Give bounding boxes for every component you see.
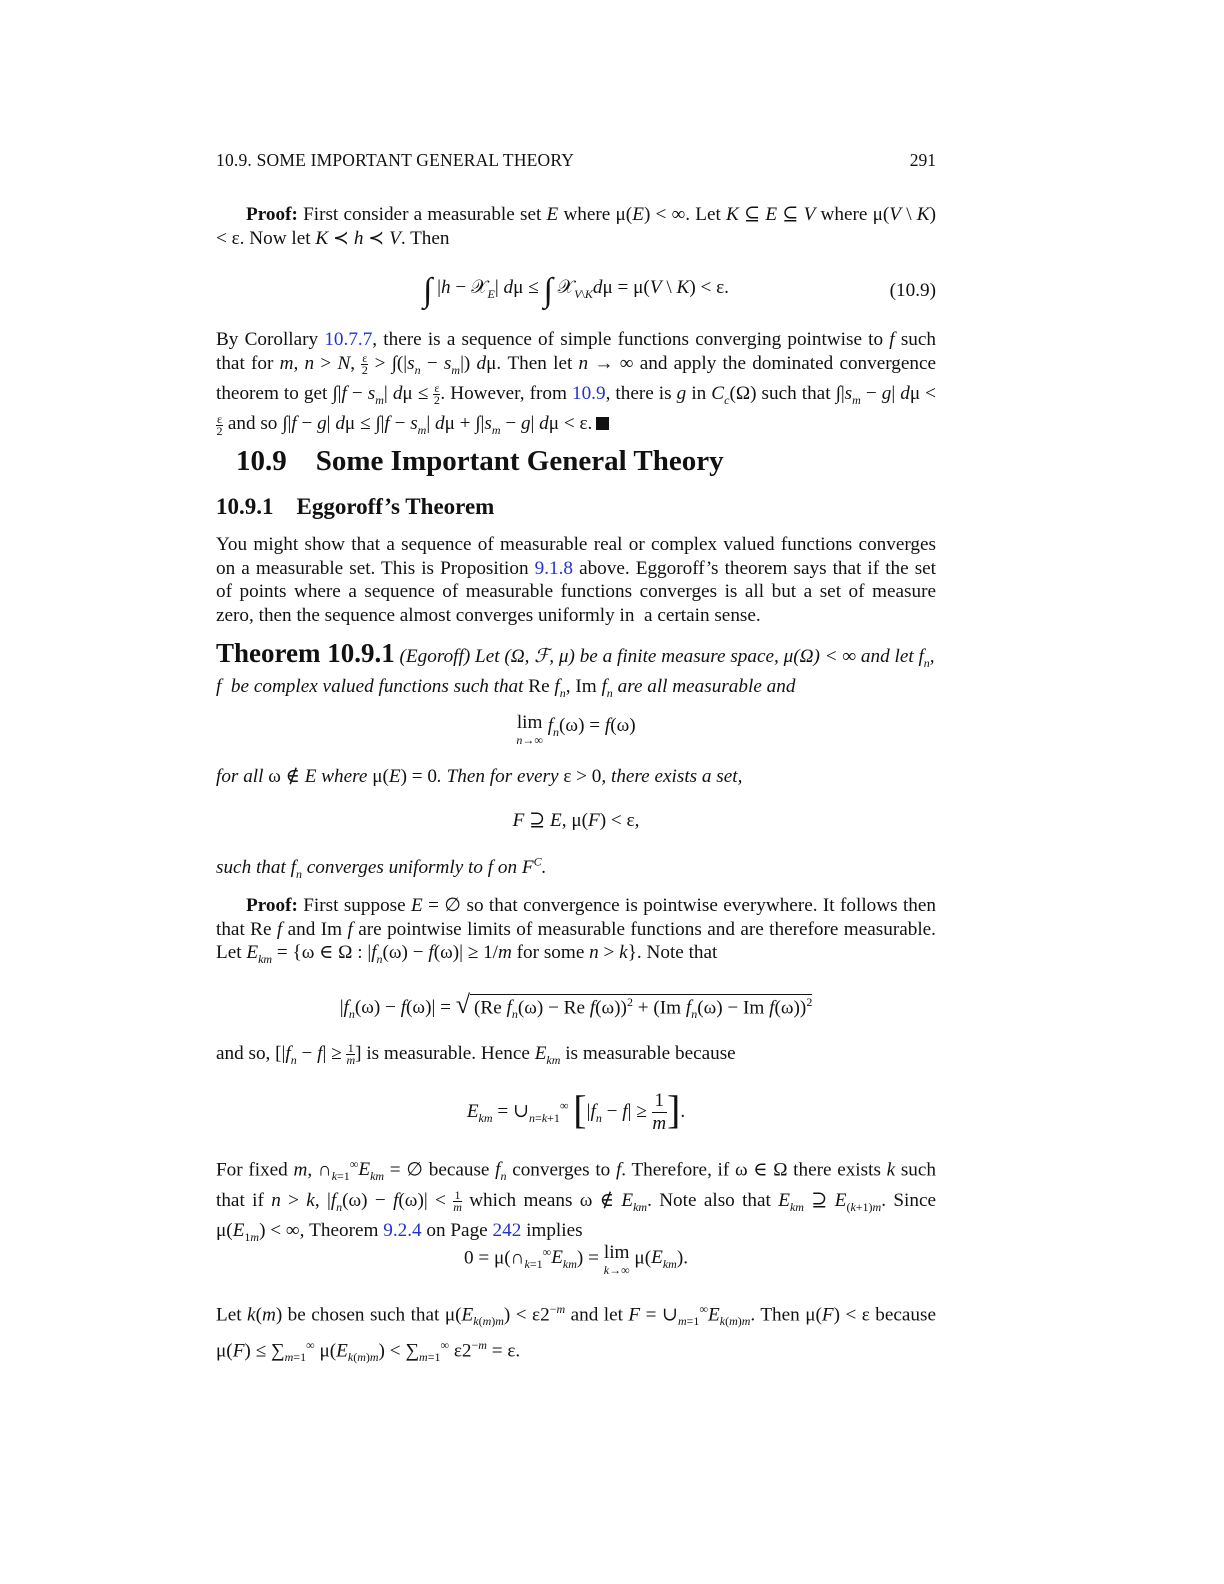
- proof-paragraph-2: By Corollary 10.7.7, there is a sequence of simple functions converging pointwise to f such that for m, n > N, $\frac{\varepsilon}{2}$ > $\int(|s_n - s_m|)$ dμ. Then let n → ∞ and apply the dominated convergence theorem to get $\int|f - s_m|$ dμ ≤ $\frac{\varepsilon}{2}$ . However, from 10.9, there is g in $C_c(\Omega)$ such that $\int|s_m - g|$ dμ < $\frac{\varepsilon}{2}$ and so ∫|f − g| $d\mu \le \int|f - s_m|$ $d\mu + \int|s_m - g|$ dμ < ε.: [216, 329, 937, 438]
- proof-paragraph-1: Proof: First consider a measurable set E where μ(E) < ∞. Let K ⊆ E ⊆ V where μ(V \ K) < ε. Now let K ≺ h ≺ V. Then: [216, 204, 936, 249]
- subsection-heading: 10.9.1 Eggoroff’s Theorem: [216, 494, 495, 519]
- theorem-label: Theorem 10.9.1: [216, 638, 395, 668]
- running-head: [216, 150, 936, 174]
- limit-measure-equation: $0 = \mu(\cap_{k=1}^\infty E_{km}) = \lim$ k→∞ $\mu(E_{km})$.: [463, 1242, 689, 1277]
- page-number: 291: [909, 150, 936, 170]
- set-equation: F ⊇ E, μ(F) < ε,: [512, 810, 640, 831]
- intro-paragraph: You might show that a sequence of measurable real or complex valued functions converges on a measurable set. This is Proposition 9.1.8 above. Eggoroff’s theorem says that if the set of points where a sequence of measurable functions converges is all but a set of measure zero, then the sequence almost converges uniformly in a certain sense.: [216, 534, 937, 626]
- corollary-link[interactable]: 10.7.7: [324, 329, 373, 350]
- union-equation: $E_{km}$ = $\cup_{n=k+1}^\infty$ [$|f_n - f|$ ≥ $\frac{1}{m}$ ].: [466, 1087, 686, 1135]
- theorem-condition: for all ω ∉ E where μ(E) = 0. Then for every ε > 0, there exists a set,: [216, 766, 743, 787]
- proof2-label: Proof:: [246, 895, 298, 916]
- eq-link[interactable]: 10.9: [571, 383, 606, 405]
- equation-10-9: ∫ |h − 𝒳$_E$| dμ ≤ ∫ 𝒳$_{V\backslash K}$dμ = μ(V \ K) < ε. (10.9): [423, 272, 936, 309]
- theorem-attribution: (Egoroff): [399, 646, 471, 667]
- equation-number: (10.9): [889, 280, 936, 301]
- measurable-paragraph: and so, [$|f_n - f|$ ≥ $\frac{1}{m}$ ] is measurable. Hence $E_{km}$ is measurable because: [216, 1041, 736, 1068]
- proof2-paragraph-1: Proof: First suppose E = ∅ so that convergence is pointwise everywhere. It follows then that Re f and Im f are pointwise limits of measurable functions and are therefore measurable. Let $E_{km} = \{\omega$ ∈ Ω : $|f_n(\omega) - f(\omega)| \ge 1/m$ for some n > k}. Note that: [216, 895, 936, 967]
- proposition-link[interactable]: 9.1.8: [534, 557, 574, 579]
- theorem-link[interactable]: 9.2.4: [383, 1220, 422, 1242]
- proof2-paragraph-2: For fixed m, $\cap_{k=1}^\infty E_{km}$ = ∅ because $f_n$ converges to f. Therefore, if ω ∈ Ω there exists k such that if n > k, $|f_n(\omega) - f(\omega)|$ < $\frac{1}{m}$ which means ω ∉ $E_{km}$. Note also that $E_{km}$ ⊇ $E_{(k+1)m}$. Since $\mu(E_{1m})$ < ∞, Theorem 9.2.4 on Page 242 implies: [216, 1157, 937, 1245]
- proof-label: Proof:: [246, 204, 298, 225]
- section-heading: 10.9 Some Important General Theory: [236, 445, 724, 477]
- page-link[interactable]: 242: [492, 1220, 522, 1242]
- theorem-conclusion: such that $f_n$ converges uniformly to f on $F^C$.: [216, 855, 547, 882]
- qed-square: [596, 417, 609, 430]
- running-head-title: 10.9. SOME IMPORTANT GENERAL THEORY: [216, 150, 575, 170]
- theorem-statement: Theorem 10.9.1 (Egoroff) Let (Ω, ℱ, μ) be a finite measure space, μ(Ω) < ∞ and let $f_n$, f be complex valued functions such that Re $f_n$, Im $f_n$ are all measurable and: [216, 638, 935, 701]
- limit-equation: lim n→∞ $f_n(\omega) = f(\omega)$: [516, 712, 636, 747]
- modulus-equation: $|f_n(\omega) - f(\omega)|$ = √ (Re $f_n(\omega) - Re$ f(ω))$^2$ + (Im $f_n(\omega) - Im$ f(ω))$^2$: [339, 990, 813, 1021]
- proof2-paragraph-3: Let k(m) be chosen such that $\mu(E_{k(m)m}) < \varepsilon 2^{-m}$ and let $F = \cup_{m=1}^\infty E_{k(m)m}$. Then μ(F) < ε because $\mu(F) \le \sum_{m=1}^\infty$ $\mu(E_{k(m)m}) < \sum_{m=1}^\infty$ $\varepsilon 2^{-m} = \varepsilon$.: [216, 1302, 936, 1365]
